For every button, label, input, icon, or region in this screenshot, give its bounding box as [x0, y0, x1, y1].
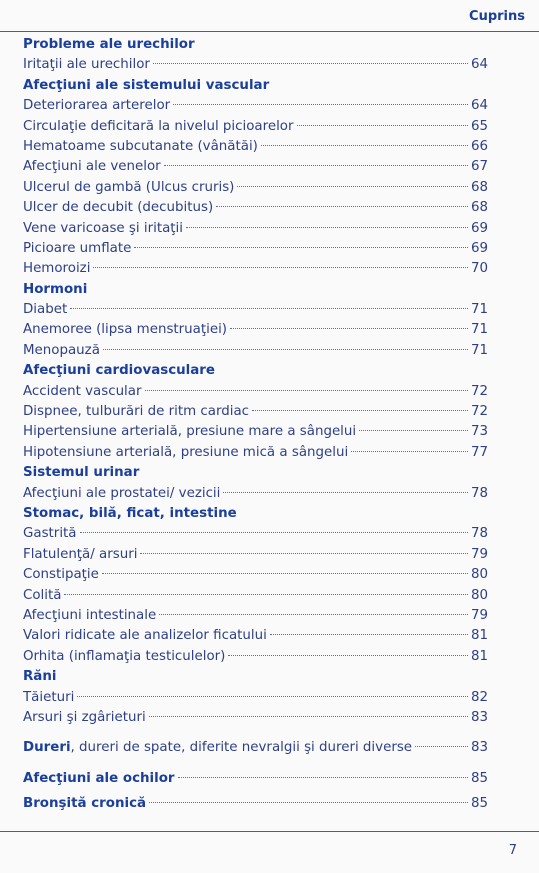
spacer	[23, 759, 488, 769]
toc-entry[interactable]	[23, 484, 488, 504]
toc-entry[interactable]	[23, 219, 488, 239]
entry-label: Bronşită cronică	[23, 796, 147, 812]
toc-entry[interactable]	[23, 341, 488, 361]
entry-label: Afecţiuni ale ochilor	[23, 770, 175, 786]
spacer	[23, 728, 488, 738]
entry-label: Tăieturi	[23, 689, 75, 705]
dot-leader	[80, 532, 468, 533]
toc-entry-dureri[interactable]	[23, 738, 488, 758]
dot-leader	[159, 614, 468, 615]
dot-leader	[216, 206, 468, 207]
dot-leader	[415, 746, 468, 747]
entry-page: 85	[470, 770, 488, 786]
dot-leader	[103, 349, 468, 350]
entry-label: Hipotensiune arterială, presiune mică a sângelui	[23, 444, 349, 460]
dot-leader	[261, 145, 468, 146]
dot-leader	[140, 553, 468, 554]
toc-entry[interactable]	[23, 198, 488, 218]
toc-entry[interactable]	[23, 545, 488, 565]
dot-leader	[270, 634, 468, 635]
dot-leader	[359, 430, 468, 431]
entry-page: 66	[470, 138, 488, 154]
entry-page: 79	[470, 546, 488, 562]
entry-page: 69	[470, 240, 488, 256]
entry-page: 80	[470, 587, 488, 603]
section-heading[interactable]: Răni	[23, 669, 57, 685]
entry-page: 81	[470, 628, 488, 644]
entry-page: 80	[470, 567, 488, 583]
dot-leader	[134, 247, 468, 248]
entry-label	[23, 738, 412, 758]
entry-page: 70	[470, 261, 488, 277]
toc-entry[interactable]	[23, 708, 488, 728]
header-divider	[0, 31, 539, 32]
dot-leader	[223, 492, 468, 493]
toc-entry[interactable]	[23, 647, 488, 667]
entry-page: 69	[470, 220, 488, 236]
toc-entry[interactable]	[23, 117, 488, 137]
entry-label: Menopauză	[23, 342, 100, 358]
entry-label: Ulcer de decubit (decubitus)	[23, 200, 214, 216]
toc-entry[interactable]	[23, 606, 488, 626]
entry-page: 78	[470, 526, 488, 542]
dot-leader	[153, 63, 468, 64]
dot-leader	[164, 165, 468, 166]
entry-label: Accident vascular	[23, 383, 142, 399]
dot-leader	[149, 716, 468, 717]
toc-entry-ochi[interactable]	[23, 769, 488, 789]
dot-leader	[237, 186, 468, 187]
section-heading[interactable]: Afecţiuni ale sistemului vascular	[23, 77, 270, 93]
entry-page: 73	[470, 424, 488, 440]
entry-label: Deteriorarea arterelor	[23, 98, 171, 114]
toc-entry[interactable]	[23, 55, 488, 75]
entry-label: Picioare umflate	[23, 240, 132, 256]
entry-label: Diabet	[23, 302, 68, 318]
entry-label: Hematoame subcutanate (vânătăi)	[23, 138, 258, 154]
toc-entry[interactable]	[23, 320, 488, 340]
entry-page: 67	[470, 159, 488, 175]
entry-page: 83	[470, 709, 488, 725]
toc-entry[interactable]	[23, 688, 488, 708]
entry-page: 81	[470, 648, 488, 664]
dot-leader	[149, 802, 468, 803]
dot-leader	[252, 410, 468, 411]
entry-label: Valori ridicate ale analizelor ficatului	[23, 628, 267, 644]
entry-page: 65	[470, 118, 488, 134]
toc-entry[interactable]	[23, 443, 488, 463]
entry-page: 72	[470, 383, 488, 399]
section-heading[interactable]: Probleme ale urechilor	[23, 37, 195, 52]
entry-label: Hemoroizi	[23, 261, 91, 277]
dot-leader	[230, 328, 468, 329]
dot-leader	[178, 777, 468, 778]
toc-entry-bronsita[interactable]	[23, 794, 488, 814]
page-number: 7	[508, 843, 517, 858]
entry-label-rest: , dureri de spate, diferite nevralgii şi dureri diverse	[70, 740, 413, 756]
toc-entry[interactable]	[23, 626, 488, 646]
entry-label: Ulcerul de gambă (Ulcus cruris)	[23, 179, 235, 195]
dot-leader	[186, 227, 468, 228]
toc-entry[interactable]	[23, 137, 488, 157]
entry-label: Hipertensiune arterială, presiune mare a sângelui	[23, 424, 357, 440]
entry-label: Dispnee, tulburări de ritm cardiac	[23, 404, 250, 420]
entry-label: Afecţiuni ale venelor	[23, 159, 161, 175]
toc-entry[interactable]	[23, 382, 488, 402]
section-heading[interactable]: Hormoni	[23, 281, 88, 297]
entry-page: 68	[470, 179, 488, 195]
entry-page: 71	[470, 342, 488, 358]
entry-page: 71	[470, 322, 488, 338]
toc-entry[interactable]	[23, 178, 488, 198]
section-heading[interactable]: Afecţiuni cardiovasculare	[23, 363, 215, 379]
dot-leader	[93, 267, 468, 268]
dot-leader	[102, 573, 468, 574]
entry-page: 71	[470, 302, 488, 318]
toc-entry[interactable]	[23, 239, 488, 259]
toc-entry[interactable]	[23, 422, 488, 442]
section-heading[interactable]: Sistemul urinar	[23, 465, 140, 481]
section-heading[interactable]: Stomac, bilă, ficat, intestine	[23, 505, 237, 521]
entry-page: 78	[470, 485, 488, 501]
footer-divider	[0, 831, 539, 832]
entry-label: Afecţiuni ale prostatei/ vezicii	[23, 485, 221, 501]
entry-label: Circulaţie deficitară la nivelul picioarelor	[23, 118, 294, 134]
entry-label: Orhita (inflamaţia testiculelor)	[23, 648, 226, 664]
entry-label: Anemoree (lipsa menstruaţiei)	[23, 322, 228, 338]
entry-page: 85	[470, 796, 488, 812]
entry-label: Afecţiuni intestinale	[23, 607, 157, 623]
toc-entry[interactable]	[23, 524, 488, 544]
dot-leader	[70, 308, 468, 309]
entry-page: 72	[470, 404, 488, 420]
entry-label: Flatulenţă/ arsuri	[23, 546, 138, 562]
entry-label: Gastrită	[23, 526, 77, 542]
table-of-contents	[23, 35, 488, 814]
toc-entry[interactable]	[23, 565, 488, 585]
page-title: Cuprins	[469, 9, 525, 24]
entry-page: 64	[470, 98, 488, 114]
dot-leader	[64, 594, 468, 595]
dot-leader	[228, 655, 468, 656]
entry-page: 79	[470, 607, 488, 623]
toc-entry[interactable]	[23, 402, 488, 422]
toc-entry[interactable]	[23, 300, 488, 320]
entry-label: Iritaţii ale urechilor	[23, 57, 150, 73]
toc-entry[interactable]	[23, 586, 488, 606]
entry-page: 77	[470, 444, 488, 460]
toc-entry[interactable]	[23, 259, 488, 279]
entry-label: Vene varicoase şi iritaţii	[23, 220, 183, 236]
dot-leader	[351, 451, 468, 452]
entry-label: Colită	[23, 587, 62, 603]
toc-entry[interactable]	[23, 96, 488, 116]
dot-leader	[145, 390, 468, 391]
entry-page: 82	[470, 689, 488, 705]
dot-leader	[173, 104, 468, 105]
dot-leader	[297, 125, 468, 126]
toc-entry[interactable]	[23, 157, 488, 177]
entry-label: Arsuri şi zgârieturi	[23, 709, 146, 725]
entry-page: 68	[470, 200, 488, 216]
dot-leader	[77, 696, 468, 697]
entry-label-bold: Dureri	[23, 740, 71, 756]
entry-page: 64	[470, 57, 488, 73]
entry-label: Constipaţie	[23, 567, 99, 583]
entry-page: 83	[470, 740, 488, 756]
